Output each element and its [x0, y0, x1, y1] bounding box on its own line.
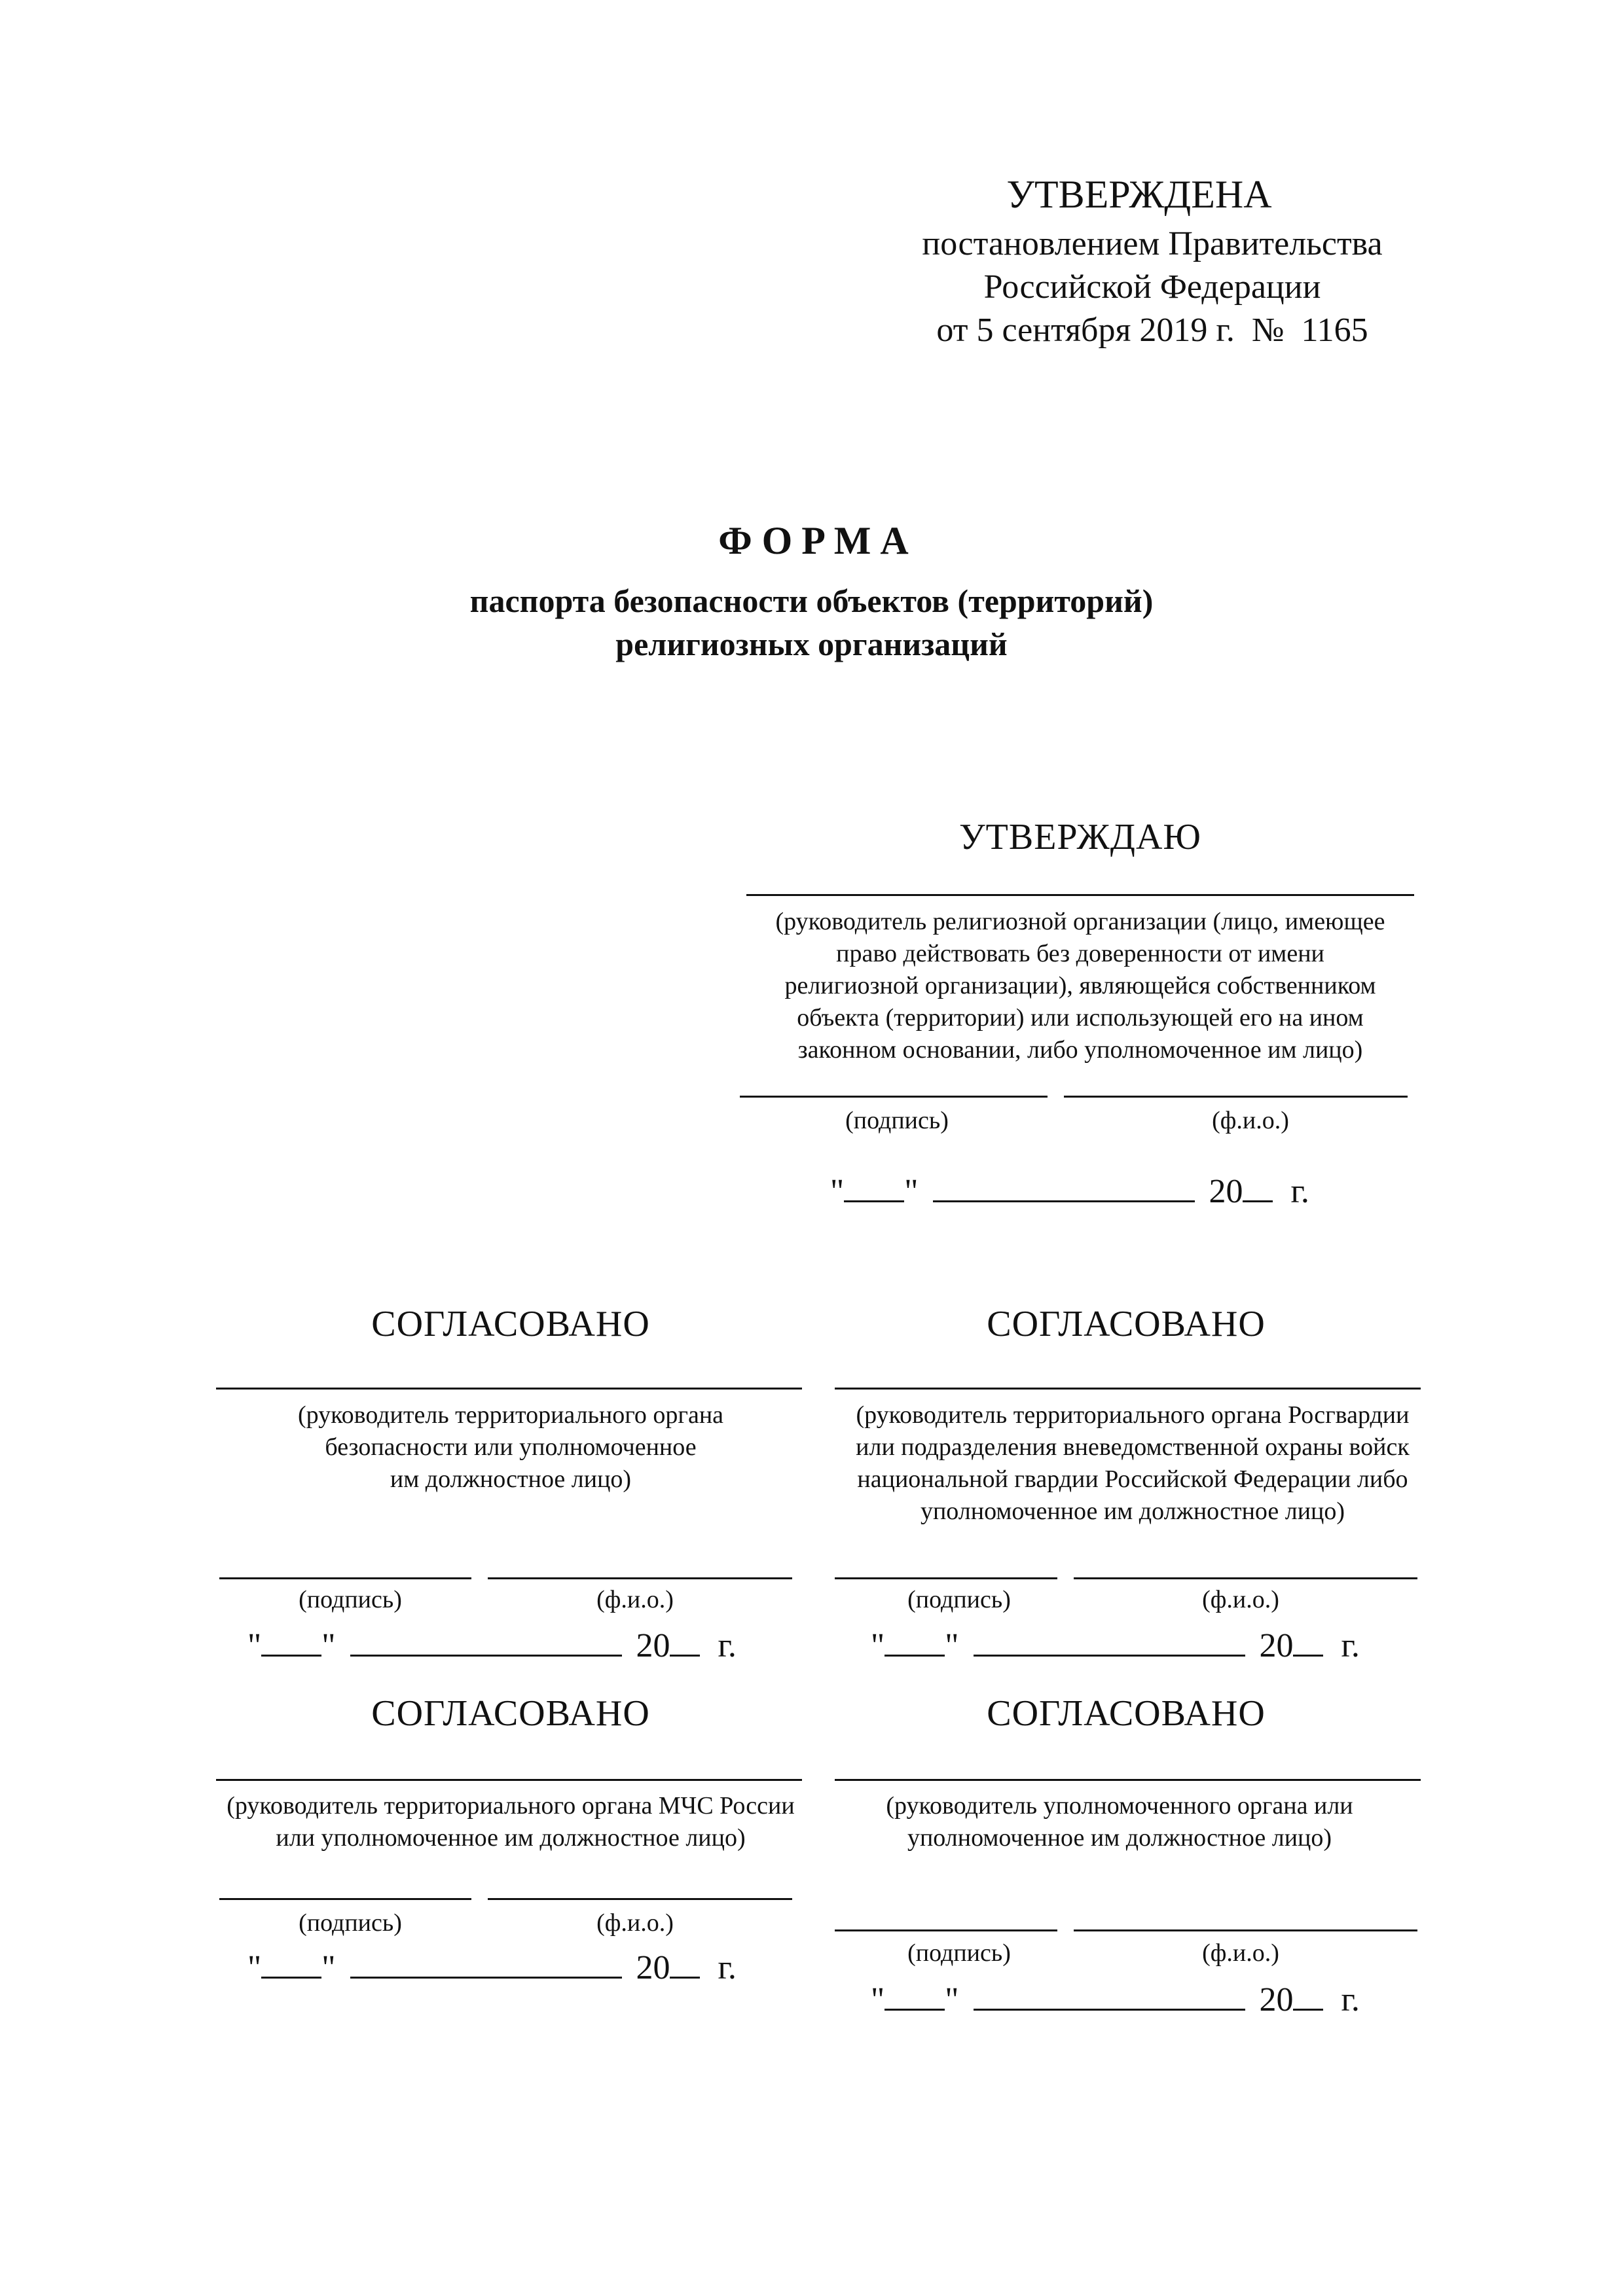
date-year-field[interactable]: [1293, 1980, 1323, 2011]
date-year-field[interactable]: [670, 1626, 700, 1657]
agreement-name-line[interactable]: [835, 1779, 1421, 1781]
agreement-signature-line[interactable]: [835, 1929, 1057, 1931]
date-quote-close: ": [321, 1949, 336, 1986]
approver-signature-label: (подпись): [845, 1107, 949, 1134]
agreement-signature-label: (подпись): [299, 1586, 402, 1613]
date-year-prefix: 20: [1259, 1981, 1294, 2018]
date-day-field[interactable]: [884, 1980, 945, 2011]
date-quote-close: ": [904, 1173, 919, 1210]
agreement-description: [805, 1790, 1434, 1854]
date-day-field[interactable]: [261, 1948, 321, 1979]
agreement-fio-line[interactable]: [488, 1577, 792, 1579]
date-quote-close: ": [321, 1627, 336, 1664]
agreement-signature-line[interactable]: [219, 1898, 471, 1900]
date-quote-open: ": [830, 1173, 845, 1210]
form-subtitle: [0, 579, 1623, 666]
agreement-desc-line: или уполномоченное им должностное лицо): [276, 1824, 746, 1852]
date-year-prefix: 20: [636, 1627, 670, 1664]
agreement-fio-label: (ф.и.о.): [596, 1586, 674, 1613]
date-quote-open: ": [871, 1981, 885, 2018]
date-quote-open: ": [247, 1949, 262, 1986]
date-year-suffix: г.: [718, 1627, 737, 1664]
agreement-desc-line: (руководитель территориального органа: [297, 1401, 724, 1429]
date-year-prefix: 20: [1259, 1627, 1294, 1664]
agreement-desc-line: (руководитель территориального органа МЧС России: [227, 1792, 795, 1820]
agreement-title: СОГЛАСОВАНО: [371, 1693, 650, 1734]
date-day-field[interactable]: [844, 1172, 904, 1202]
agreement-title: СОГЛАСОВАНО: [987, 1693, 1266, 1734]
agreement-fio-line[interactable]: [1074, 1577, 1417, 1579]
form-subtitle-line: паспорта безопасности объектов (территорий): [469, 583, 1154, 619]
date-day-field[interactable]: [884, 1626, 945, 1657]
approver-description: [727, 906, 1434, 1066]
agreement-signature-label: (подпись): [907, 1939, 1011, 1967]
approver-desc-line: объекта (территории) или использующей его на ином: [797, 1004, 1364, 1031]
agreement-date: [247, 1948, 737, 1988]
approve-title: УТВЕРЖДАЮ: [959, 817, 1201, 857]
approver-desc-line: религиозной организации), являющейся собственником: [784, 972, 1376, 999]
approved-line: от 5 сентября 2019 г. № 1165: [936, 312, 1368, 349]
agreement-signature-label: (подпись): [299, 1909, 402, 1937]
agreement-description: [805, 1399, 1460, 1528]
date-year-suffix: г.: [718, 1949, 737, 1986]
agreement-desc-line: или подразделения вневедомственной охраны войск: [856, 1433, 1410, 1461]
agreement-description: [177, 1790, 845, 1854]
approval-stamp: [851, 171, 1453, 352]
date-year-field[interactable]: [1293, 1626, 1323, 1657]
agreement-desc-line: национальной гвардии Российской Федерации либо: [857, 1465, 1408, 1493]
approved-line: Российской Федерации: [983, 268, 1321, 306]
agreement-desc-line: безопасности или уполномоченное: [325, 1433, 697, 1461]
date-year-prefix: 20: [1209, 1173, 1243, 1210]
date-year-prefix: 20: [636, 1949, 670, 1986]
agreement-fio-label: (ф.и.о.): [1202, 1939, 1279, 1967]
date-month-field[interactable]: [974, 1980, 1245, 2011]
agreement-fio-line[interactable]: [1074, 1929, 1417, 1931]
date-quote-close: ": [945, 1981, 959, 2018]
agreement-name-line[interactable]: [835, 1388, 1421, 1390]
date-month-field[interactable]: [350, 1626, 622, 1657]
approver-desc-line: (руководитель религиозной организации (лицо, имеющее: [775, 908, 1385, 935]
agreement-name-line[interactable]: [216, 1779, 802, 1781]
date-year-field[interactable]: [1243, 1172, 1273, 1202]
agreement-desc-line: уполномоченное им должностное лицо): [920, 1498, 1345, 1525]
agreement-fio-label: (ф.и.о.): [1202, 1586, 1279, 1613]
date-year-suffix: г.: [1341, 1627, 1360, 1664]
agreement-signature-label: (подпись): [907, 1586, 1011, 1613]
form-subtitle-line: религиозных организаций: [615, 626, 1008, 662]
approver-desc-line: право действовать без доверенности от имени: [836, 940, 1324, 967]
approved-title: УТВЕРЖДЕНА: [1006, 173, 1272, 216]
agreement-title: СОГЛАСОВАНО: [987, 1304, 1266, 1344]
approver-date: [830, 1172, 1309, 1211]
date-year-field[interactable]: [670, 1948, 700, 1979]
agreement-description: [196, 1399, 825, 1496]
date-month-field[interactable]: [974, 1626, 1245, 1657]
approved-line: постановлением Правительства: [922, 225, 1383, 262]
approver-fio-line[interactable]: [1064, 1096, 1408, 1098]
agreement-fio-label: (ф.и.о.): [596, 1909, 674, 1937]
date-quote-open: ": [247, 1627, 262, 1664]
agreement-date: [871, 1980, 1360, 2020]
agreement-signature-line[interactable]: [835, 1577, 1057, 1579]
approver-desc-line: законном основании, либо уполномоченное им лицо): [797, 1036, 1363, 1064]
agreement-date: [871, 1626, 1360, 1666]
agreement-signature-line[interactable]: [219, 1577, 471, 1579]
approver-fio-label: (ф.и.о.): [1212, 1107, 1289, 1134]
date-year-suffix: г.: [1290, 1173, 1309, 1210]
agreement-desc-line: (руководитель уполномоченного органа или: [886, 1792, 1353, 1820]
date-quote-open: ": [871, 1627, 885, 1664]
date-month-field[interactable]: [350, 1948, 622, 1979]
date-quote-close: ": [945, 1627, 959, 1664]
agreement-title: СОГЛАСОВАНО: [371, 1304, 650, 1344]
agreement-desc-line: уполномоченное им должностное лицо): [907, 1824, 1332, 1852]
date-month-field[interactable]: [933, 1172, 1195, 1202]
agreement-date: [247, 1626, 737, 1666]
approver-name-line[interactable]: [746, 894, 1414, 896]
agreement-name-line[interactable]: [216, 1388, 802, 1390]
form-title: ФОРМА: [718, 519, 918, 562]
approver-signature-line[interactable]: [740, 1096, 1048, 1098]
agreement-fio-line[interactable]: [488, 1898, 792, 1900]
agreement-desc-line: (руководитель территориального органа Росгвардии: [856, 1401, 1410, 1429]
date-year-suffix: г.: [1341, 1981, 1360, 2018]
agreement-desc-line: им должностное лицо): [390, 1465, 632, 1493]
date-day-field[interactable]: [261, 1626, 321, 1657]
